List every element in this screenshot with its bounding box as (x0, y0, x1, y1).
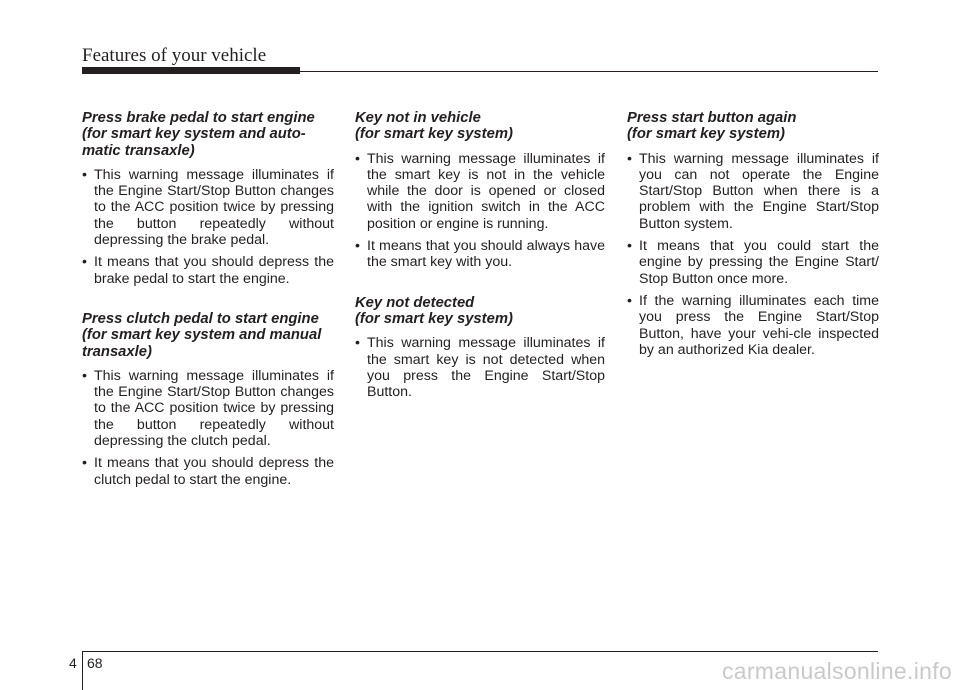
bullet-icon: • (82, 455, 87, 472)
bullet-item (627, 238, 879, 287)
section-title-line: (for smart key system and auto- (82, 126, 306, 143)
bullet-item (627, 151, 879, 232)
section-title-line: transaxle) (82, 343, 152, 360)
bullet-item (82, 368, 334, 449)
bullet-item (82, 254, 334, 287)
section-title-line: Press clutch pedal to start engine (82, 310, 319, 327)
bullet-text: It means that you should depress the brake pedal to start the engine. (94, 254, 334, 287)
bullet-icon: • (627, 292, 632, 309)
bullet-text: This warning message illuminates if the Engine Start/Stop Button changes to the ACC position twice by pressing the button repeatedly without depressing the clutch pedal. (94, 367, 334, 450)
bullet-item (355, 151, 605, 232)
section-title (355, 295, 605, 328)
bullet-item (355, 238, 605, 271)
section-title-line: Key not detected (355, 294, 475, 311)
bullet-icon: • (82, 254, 87, 271)
bullet-text: It means that you could start the engine by pressing the Engine Start/ Stop Button once more. (639, 238, 879, 287)
content-column-3 (627, 110, 879, 382)
bullet-item (627, 293, 879, 358)
watermark: carmanualsonline.info (721, 658, 952, 684)
section-title-line: (for smart key system) (355, 126, 513, 143)
bullet-icon: • (627, 150, 632, 167)
bullet-icon: • (82, 367, 87, 384)
section (82, 110, 334, 287)
bullet-text: If the warning illuminates each time you press the Engine Start/Stop Button, have your vehi-cle inspected by an authorized Kia dealer. (639, 292, 879, 358)
section-title-line: (for smart key system) (355, 310, 513, 327)
header-rule (82, 71, 878, 72)
section-title (82, 110, 334, 159)
section-title-line: (for smart key system) (627, 126, 785, 143)
section-title-line: Press start button again (627, 110, 797, 126)
footer-rule (82, 651, 878, 652)
section-title (82, 311, 334, 360)
section (627, 110, 879, 358)
bullet-text: This warning message illuminates if the Engine Start/Stop Button changes to the ACC position twice by pressing the button repeatedly without depressing the brake pedal. (94, 166, 334, 249)
bullet-icon: • (355, 335, 360, 352)
content-column-2 (355, 110, 605, 424)
bullet-item (82, 167, 334, 248)
footer-separator (82, 652, 83, 690)
section-title-line: matic transaxle) (82, 142, 195, 159)
section-title (627, 110, 879, 143)
section-title-line: (for smart key system and manual (82, 327, 322, 344)
bullet-icon: • (355, 238, 360, 255)
section (82, 311, 334, 488)
bullet-text: This warning message illuminates if you can not operate the Engine Start/Stop Button when there is a problem with the Engine Start/Stop Button system. (639, 150, 879, 232)
bullet-text: This warning message illuminates if the smart key is not in the vehicle while the door is opened or closed with the ignition switch in the ACC position or engine is running. (367, 150, 605, 232)
section-title-line: Key not in vehicle (355, 110, 481, 126)
bullet-text: This warning message illuminates if the smart key is not detected when you press the Engine Start/Stop Button. (367, 335, 605, 401)
section (355, 110, 605, 271)
chapter-number: 4 (69, 655, 77, 671)
section (355, 295, 605, 401)
section-title (355, 110, 605, 143)
bullet-icon: • (627, 238, 632, 255)
page-number: 68 (87, 655, 103, 671)
bullet-item (355, 335, 605, 400)
bullet-icon: • (355, 150, 360, 167)
content-column-1 (82, 110, 334, 512)
section-title-line: Press brake pedal to start engine (82, 110, 315, 126)
bullet-text: It means that you should always have the smart key with you. (367, 238, 605, 271)
page-header-title: Features of your vehicle (82, 45, 267, 66)
bullet-item (82, 455, 334, 488)
bullet-icon: • (82, 166, 87, 183)
bullet-text: It means that you should depress the clutch pedal to start the engine. (94, 455, 334, 488)
